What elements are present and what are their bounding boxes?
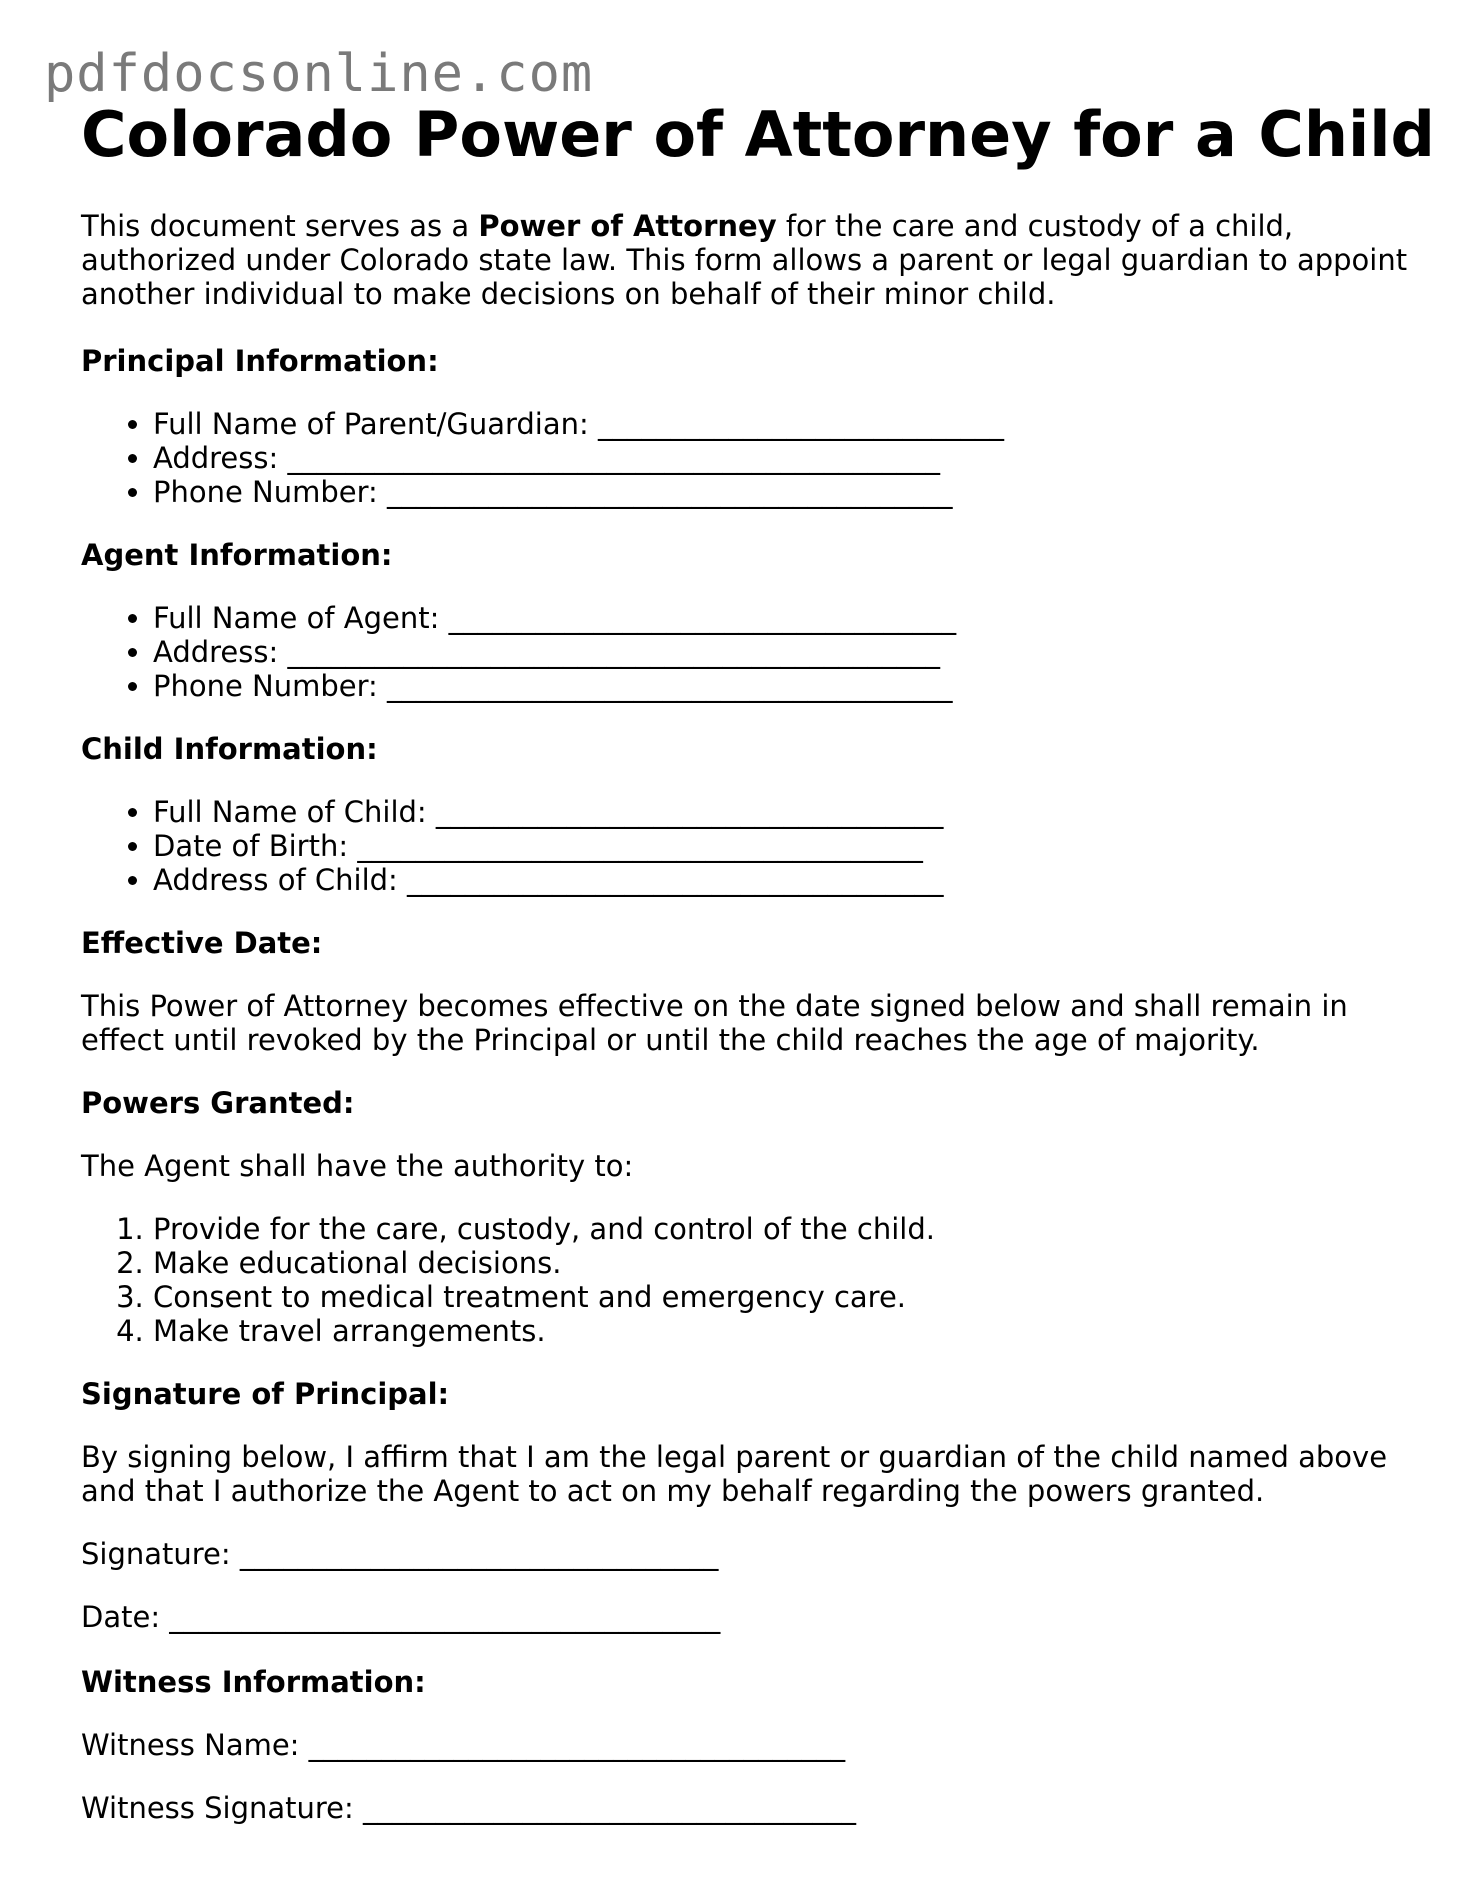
child-dob-field[interactable]: • Date of Birth: _______________________________________ xyxy=(153,829,1411,863)
principal-name-field[interactable]: • Full Name of Parent/Guardian: ____________________________ xyxy=(153,407,1411,441)
principal-list xyxy=(81,407,1411,509)
powers-section xyxy=(81,1086,1411,1348)
signature-heading: Signature of Principal: xyxy=(81,1377,450,1411)
intro-paragraph xyxy=(81,209,1411,311)
intro-text-bold: Power of Attorney xyxy=(478,209,777,243)
child-name-field[interactable]: • Full Name of Child: ___________________________________ xyxy=(153,795,1411,829)
agent-heading: Agent Information: xyxy=(81,538,393,572)
effective-section xyxy=(81,926,1411,1057)
witness-section xyxy=(81,1665,1411,1825)
principal-address-field[interactable]: • Address: _____________________________________________ xyxy=(153,441,1411,475)
powers-heading: Powers Granted: xyxy=(81,1086,355,1120)
witness-name-field[interactable]: Witness Name: _____________________________________ xyxy=(81,1728,846,1762)
intro-text-after: for the care and custody of a child, authorized under Colorado state law. This form allows a parent or legal guardian to appoint another individual to make decisions on behalf of their minor child. xyxy=(81,209,1408,311)
agent-address-field[interactable]: • Address: _____________________________________________ xyxy=(153,635,1411,669)
watermark: pdfdocsonline.com xyxy=(44,44,594,104)
effective-heading: Effective Date: xyxy=(81,926,323,960)
child-list xyxy=(81,795,1411,897)
agent-phone-field[interactable]: • Phone Number: _______________________________________ xyxy=(153,669,1411,703)
child-heading: Child Information: xyxy=(81,732,378,766)
witness-signature-field[interactable]: Witness Signature: __________________________________ xyxy=(81,1791,857,1825)
signature-text: By signing below, I affirm that I am the legal parent or guardian of the child named above and that I authorize the Agent to act on my behalf regarding the powers granted. xyxy=(81,1440,1388,1508)
power-item: 2. Make educational decisions. xyxy=(153,1246,1411,1280)
witness-heading: Witness Information: xyxy=(81,1665,426,1699)
principal-section xyxy=(81,344,1411,509)
agent-section xyxy=(81,538,1411,703)
principal-phone-field[interactable]: • Phone Number: _______________________________________ xyxy=(153,475,1411,509)
agent-name-field[interactable]: • Full Name of Agent: ___________________________________ xyxy=(153,601,1411,635)
principal-heading: Principal Information: xyxy=(81,344,439,378)
effective-text: This Power of Attorney becomes effective on the date signed below and shall remain in effect until revoked by the Principal or until the child reaches the age of majority. xyxy=(81,989,1348,1057)
powers-lead: The Agent shall have the authority to: xyxy=(81,1149,634,1183)
agent-list xyxy=(81,601,1411,703)
principal-signature-field[interactable]: Signature: _________________________________ xyxy=(81,1537,719,1571)
power-item: 4. Make travel arrangements. xyxy=(153,1314,1411,1348)
power-item: 3. Consent to medical treatment and emergency care. xyxy=(153,1280,1411,1314)
page-title: Colorado Power of Attorney for a Child xyxy=(81,98,1435,171)
intro-text-before: This document serves as a xyxy=(81,209,479,243)
power-item: 1. Provide for the care, custody, and control of the child. xyxy=(153,1212,1411,1246)
child-section xyxy=(81,732,1411,897)
child-address-field[interactable]: • Address of Child: _____________________________________ xyxy=(153,863,1411,897)
principal-date-field[interactable]: Date: ______________________________________ xyxy=(81,1600,721,1634)
signature-section xyxy=(81,1377,1411,1634)
powers-list xyxy=(81,1212,1411,1348)
